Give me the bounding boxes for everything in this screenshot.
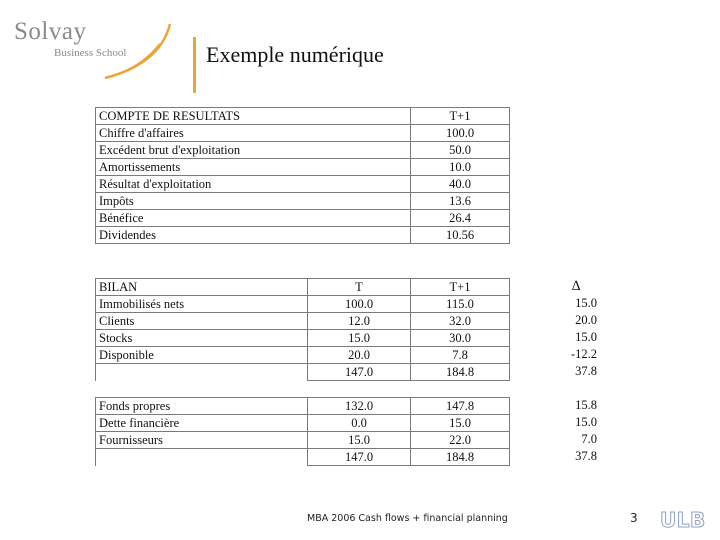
- table-row: [96, 176, 510, 193]
- table-total-row: [96, 449, 510, 466]
- total-label: [96, 449, 308, 466]
- table-header-row: [96, 108, 510, 125]
- row-value-t1: 15.0: [411, 415, 510, 432]
- table-header-row: [96, 279, 510, 296]
- row-label: Dividendes: [96, 227, 411, 244]
- table-row: [96, 415, 510, 432]
- row-label: Résultat d'exploitation: [96, 176, 411, 193]
- bilan-header-t: T: [308, 279, 411, 296]
- row-value: 100.0: [411, 125, 510, 142]
- logo-subtitle: Business School: [54, 47, 127, 59]
- row-value: 26.4: [411, 210, 510, 227]
- row-label: Impôts: [96, 193, 411, 210]
- row-value-t1: 32.0: [411, 313, 510, 330]
- row-label: Disponible: [96, 347, 308, 364]
- delta-value: 15.8: [575, 398, 597, 412]
- row-value-t: 15.0: [308, 432, 411, 449]
- delta-value: 15.0: [575, 330, 597, 344]
- row-value: 10.56: [411, 227, 510, 244]
- bilan-header-label: BILAN: [96, 279, 308, 296]
- table-row: [96, 142, 510, 159]
- delta-column-liabilities: [537, 397, 597, 465]
- delta-value: 15.0: [575, 415, 597, 429]
- balance-sheet-assets-table: [95, 278, 510, 381]
- row-value-t: 0.0: [308, 415, 411, 432]
- row-label: Bénéfice: [96, 210, 411, 227]
- footer-text: MBA 2006 Cash flows + financial planning: [307, 513, 508, 524]
- delta-value: 15.0: [575, 296, 597, 310]
- table-row: [96, 313, 510, 330]
- income-header-label: COMPTE DE RESULTATS: [96, 108, 411, 125]
- row-value-t: 20.0: [308, 347, 411, 364]
- row-value: 50.0: [411, 142, 510, 159]
- table-row: [96, 227, 510, 244]
- row-label: Amortissements: [96, 159, 411, 176]
- title-accent-bar: [193, 37, 196, 93]
- row-label: Excédent brut d'exploitation: [96, 142, 411, 159]
- delta-value: 20.0: [575, 313, 597, 327]
- table-total-row: [96, 364, 510, 381]
- income-statement-table: [95, 107, 510, 244]
- delta-symbol: ∆: [571, 279, 581, 294]
- row-label: Stocks: [96, 330, 308, 347]
- total-value-t: 147.0: [308, 449, 411, 466]
- row-label: Immobilisés nets: [96, 296, 308, 313]
- row-value-t: 12.0: [308, 313, 411, 330]
- total-label: [96, 364, 308, 381]
- table-row: [96, 296, 510, 313]
- balance-sheet-liabilities-table: [95, 397, 510, 466]
- row-value-t1: 22.0: [411, 432, 510, 449]
- row-label: Chiffre d'affaires: [96, 125, 411, 142]
- ulb-logo: ULB: [660, 508, 706, 532]
- row-value: 40.0: [411, 176, 510, 193]
- table-row: [96, 432, 510, 449]
- table-row: [96, 159, 510, 176]
- row-label: Fournisseurs: [96, 432, 308, 449]
- row-label: Dette financière: [96, 415, 308, 432]
- row-value-t: 100.0: [308, 296, 411, 313]
- total-value-t: 147.0: [308, 364, 411, 381]
- slide-title: Exemple numérique: [206, 42, 384, 67]
- row-value: 10.0: [411, 159, 510, 176]
- delta-value: 7.0: [581, 432, 597, 446]
- delta-value: -12.2: [570, 347, 597, 361]
- row-value-t: 15.0: [308, 330, 411, 347]
- row-label: Fonds propres: [96, 398, 308, 415]
- table-row: [96, 330, 510, 347]
- bilan-header-t1: T+1: [411, 279, 510, 296]
- table-row: [96, 347, 510, 364]
- page-number: 3: [630, 511, 638, 525]
- row-value: 13.6: [411, 193, 510, 210]
- table-row: [96, 398, 510, 415]
- row-value-t1: 147.8: [411, 398, 510, 415]
- delta-total: 37.8: [575, 364, 597, 378]
- solvay-logo: [10, 14, 180, 84]
- row-value-t1: 115.0: [411, 296, 510, 313]
- row-value-t1: 30.0: [411, 330, 510, 347]
- total-value-t1: 184.8: [411, 364, 510, 381]
- table-row: [96, 210, 510, 227]
- table-row: [96, 125, 510, 142]
- delta-total: 37.8: [575, 449, 597, 463]
- row-value-t: 132.0: [308, 398, 411, 415]
- income-header-period: T+1: [411, 108, 510, 125]
- row-label: Clients: [96, 313, 308, 330]
- total-value-t1: 184.8: [411, 449, 510, 466]
- table-row: [96, 193, 510, 210]
- logo-title: Solvay: [14, 18, 87, 45]
- delta-column-assets: [537, 278, 597, 380]
- row-value-t1: 7.8: [411, 347, 510, 364]
